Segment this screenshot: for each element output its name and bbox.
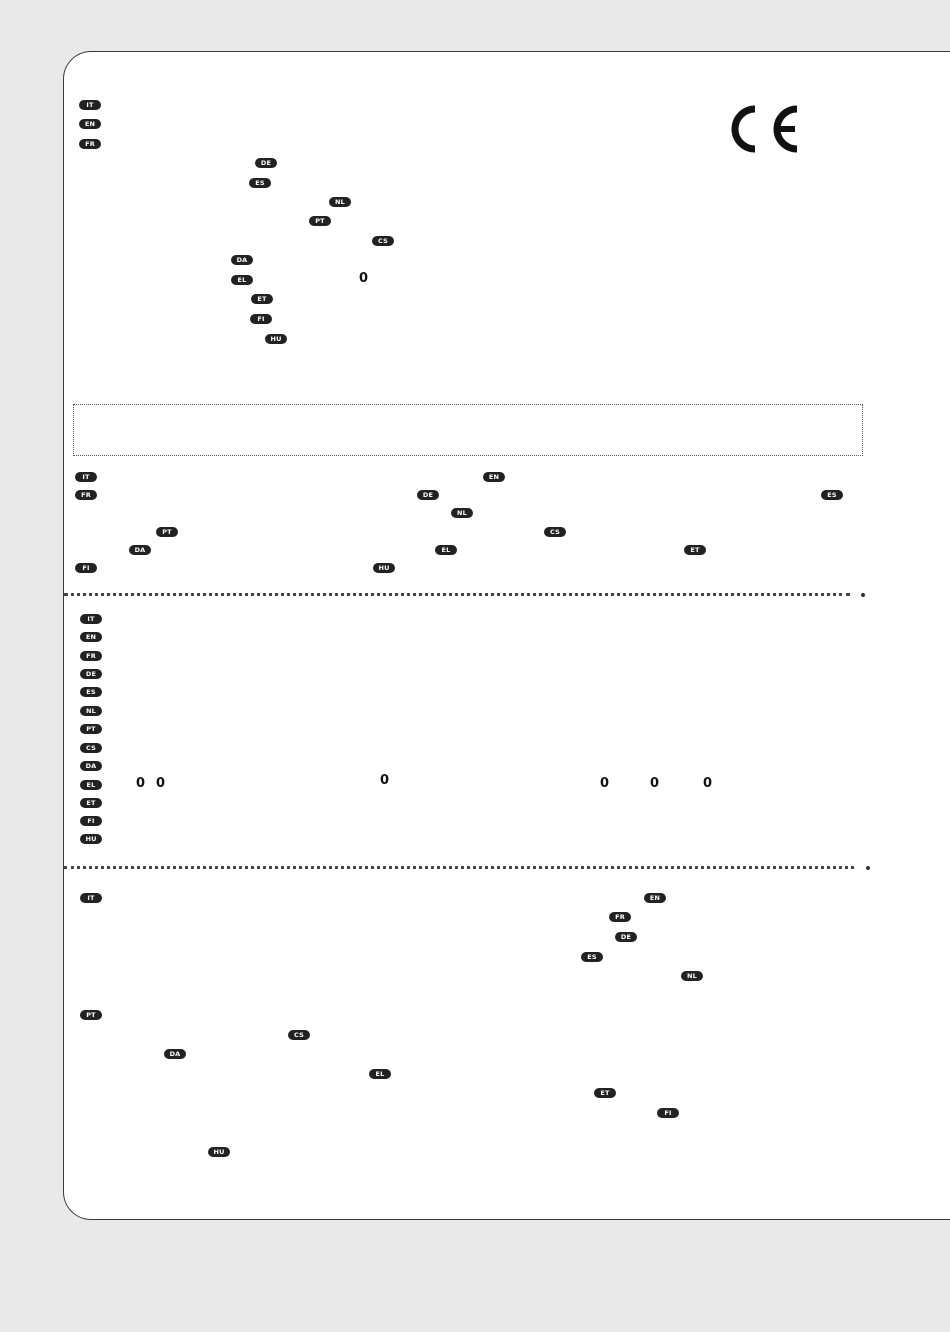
lang-badge-pt: PT [80,1010,102,1020]
lang-badge-pt: PT [309,216,331,226]
value-zero: 0 [703,776,713,791]
value-zero: 0 [380,773,390,788]
lang-badge-cs: CS [544,527,566,537]
lang-badge-es: ES [249,178,271,188]
lang-badge-nl: NL [681,971,703,981]
separator-end-dot [866,866,870,870]
document-card [63,51,950,1220]
lang-badge-en: EN [80,632,102,642]
lang-badge-da: DA [231,255,253,265]
lang-badge-et: ET [80,798,102,808]
lang-badge-es: ES [80,687,102,697]
lang-badge-fi: FI [80,816,102,826]
lang-badge-el: EL [231,275,253,285]
lang-badge-hu: HU [265,334,287,344]
lang-badge-hu: HU [80,834,102,844]
lang-badge-fr: FR [609,912,631,922]
lang-badge-de: DE [255,158,277,168]
lang-badge-el: EL [369,1069,391,1079]
dotted-separator [64,593,850,596]
lang-badge-fr: FR [80,651,102,661]
lang-badge-hu: HU [373,563,395,573]
lang-badge-da: DA [164,1049,186,1059]
lang-badge-it: IT [75,472,97,482]
value-zero: 0 [136,776,146,791]
lang-badge-fi: FI [250,314,272,324]
lang-badge-da: DA [129,545,151,555]
lang-badge-pt: PT [156,527,178,537]
lang-badge-pt: PT [80,724,102,734]
dotted-separator [64,866,854,869]
lang-badge-it: IT [80,893,102,903]
lang-badge-es: ES [821,490,843,500]
lang-badge-cs: CS [288,1030,310,1040]
lang-badge-nl: NL [329,197,351,207]
dotted-box [73,404,863,456]
lang-badge-hu: HU [208,1147,230,1157]
value-zero: 0 [156,776,166,791]
lang-badge-el: EL [435,545,457,555]
lang-badge-fi: FI [75,563,97,573]
lang-badge-de: DE [615,932,637,942]
lang-badge-en: EN [483,472,505,482]
lang-badge-en: EN [79,119,101,129]
lang-badge-et: ET [251,294,273,304]
lang-badge-et: ET [684,545,706,555]
lang-badge-cs: CS [80,743,102,753]
lang-badge-es: ES [581,952,603,962]
lang-badge-fi: FI [657,1108,679,1118]
separator-end-dot [861,593,865,597]
lang-badge-it: IT [80,614,102,624]
lang-badge-fr: FR [75,490,97,500]
lang-badge-et: ET [594,1088,616,1098]
value-zero: 0 [359,271,369,286]
lang-badge-de: DE [80,669,102,679]
value-zero: 0 [650,776,660,791]
lang-badge-nl: NL [451,508,473,518]
lang-badge-da: DA [80,761,102,771]
lang-badge-de: DE [417,490,439,500]
ce-mark-icon [725,103,805,155]
lang-badge-it: IT [79,100,101,110]
lang-badge-cs: CS [372,236,394,246]
lang-badge-el: EL [80,780,102,790]
lang-badge-en: EN [644,893,666,903]
lang-badge-fr: FR [79,139,101,149]
lang-badge-nl: NL [80,706,102,716]
value-zero: 0 [600,776,610,791]
